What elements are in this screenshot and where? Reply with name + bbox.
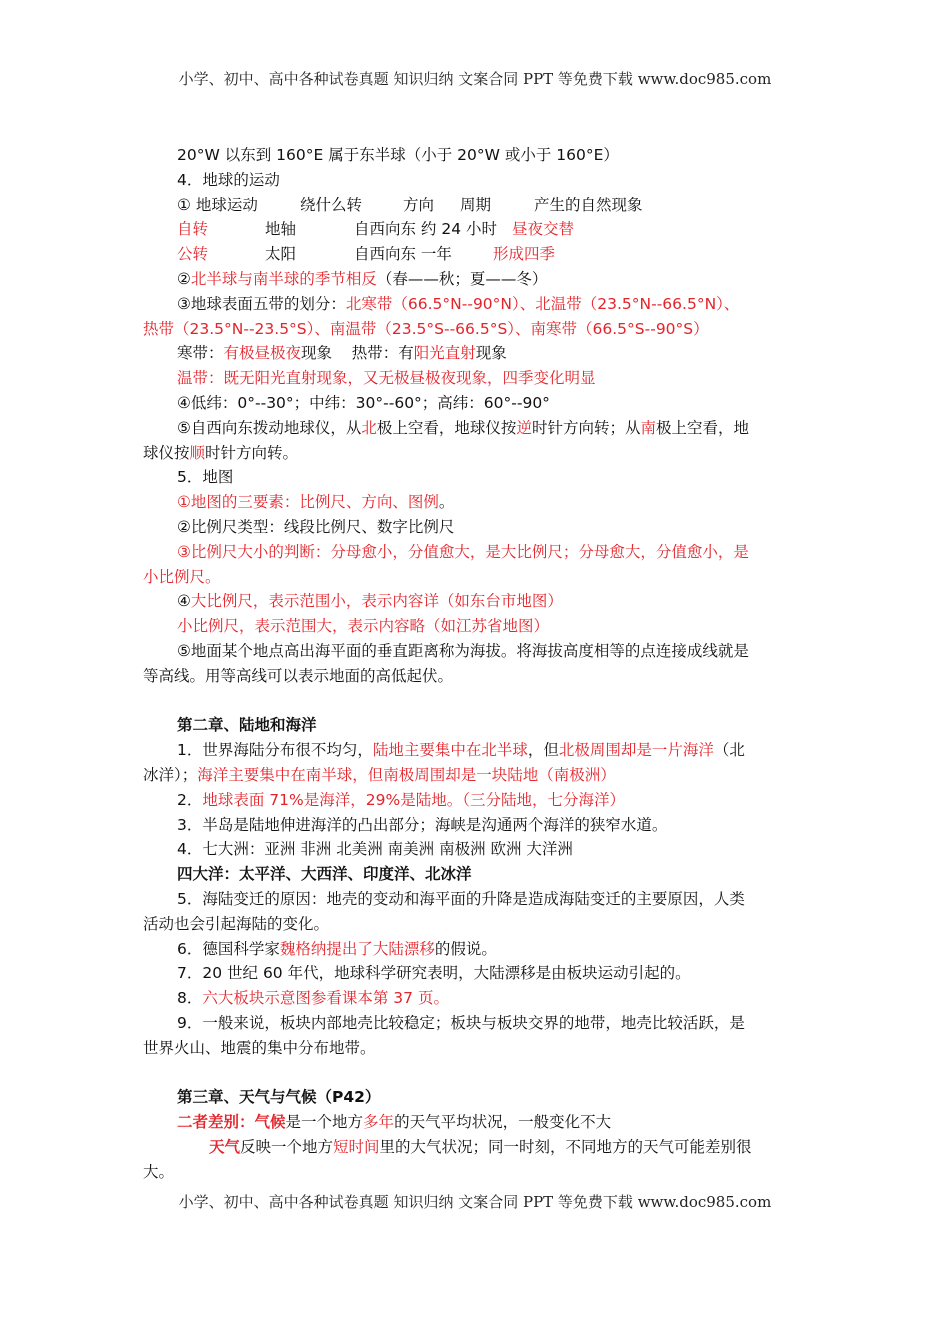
table-cell: 公转 [177,245,209,264]
text-line: 温带：既无阳光直射现象，又无极昼极夜现象，四季变化明显 [177,369,596,388]
table-header-row [143,193,808,218]
text-line: 冰洋）；海洋主要集中在南半球，但南极周围却是一块陆地（南极洲） [143,765,616,784]
text-line: ③地球表面五带的划分：北寒带（66.5°N--90°N）、北温带（23.5°N--66.5°N）、 [177,294,740,313]
text-line: 热带（23.5°N--23.5°S）、南温带（23.5°S--66.5°S）、南寒带（66.5°S--90°S） [143,319,709,338]
text-line: 小比例尺。 [143,567,221,586]
page-header: 小学、初中、高中各种试卷真题 知识归纳 文案合同 PPT 等免费下载 www.doc985.com [178,70,772,88]
text-line: 3．半岛是陆地伸进海洋的凸出部分；海峡是沟通两个海洋的狭窄水道。 [177,815,668,834]
table-header-cell: 方向 [403,195,435,214]
text-line: 活动也会引起海陆的变化。 [143,914,330,933]
text-line: 天气反映一个地方短时间里的大气状况；同一时刻，不同地方的天气可能差别很 [209,1137,752,1156]
document-body [143,143,808,1184]
text-line: 8．六大板块示意图参看课本第 37 页。 [177,989,449,1008]
text-line: 二者差别：气候是一个地方多年的天气平均状况，一般变化不大 [177,1113,612,1132]
text-line: 球仪按顺时针方向转。 [143,443,299,462]
text-line: 寒带：有极昼极夜现象 热带：有阳光直射现象 [177,344,507,363]
chapter-title: 第三章、天气与气候（P42） [177,1088,381,1107]
text-line: ③比例尺大小的判断：分母愈小，分值愈大，是大比例尺；分母愈大，分值愈小，是 [177,542,749,561]
table-cell: 地轴 [265,220,297,239]
table-cell: 自西向东 约 24 小时 [354,220,498,239]
table-header-cell: 绕什么转 [300,195,363,214]
text-line: 9．一般来说，板块内部地壳比较稳定；板块与板块交界的地带，地壳比较活跃，是 [177,1013,745,1032]
text-line: ④低纬：0°--30°；中纬：30°--60°；高纬：60°--90° [177,393,550,412]
text-line: ②北半球与南半球的季节相反（春——秋；夏——冬） [177,269,548,288]
page-footer: 小学、初中、高中各种试卷真题 知识归纳 文案合同 PPT 等免费下载 www.doc985.com [178,1193,772,1211]
table-cell: 太阳 [265,245,297,264]
chapter-title: 第二章、陆地和海洋 [177,716,317,735]
text-line: 6．德国科学家魏格纳提出了大陆漂移的假说。 [177,939,497,958]
text-line: ⑤地面某个地点高出海平面的垂直距离称为海拔。将海拔高度相等的点连接成线就是 [177,641,749,660]
text-line: 7．20 世纪 60 年代，地球科学研究表明，大陆漂移是由板块运动引起的。 [177,964,691,983]
text-line: 大。 [143,1162,175,1181]
text-line: 世界火山、地震的集中分布地带。 [143,1038,376,1057]
table-header-cell: 产生的自然现象 [534,195,643,214]
text-line: 1．世界海陆分布很不均匀，陆地主要集中在北半球，但北极周围却是一片海洋（北 [177,741,745,760]
text-line: 2．地球表面 71%是海洋，29%是陆地。（三分陆地，七分海洋） [177,790,625,809]
text-line: 等高线。用等高线可以表示地面的高低起伏。 [143,666,454,685]
text-line: ①地图的三要素：比例尺、方向、图例。 [177,493,455,512]
text-line: ⑤自西向东拨动地球仪，从北极上空看，地球仪按逆时针方向转；从南极上空看，地 [177,418,749,437]
table-row [143,242,808,267]
text-line: 四大洋：太平洋、大西洋、印度洋、北冰洋 [177,865,472,884]
section-heading: 4．地球的运动 [177,170,280,189]
table-cell: 自转 [177,220,209,239]
text-line: 4．七大洲：亚洲 非洲 北美洲 南美洲 南极洲 欧洲 大洋洲 [177,840,573,859]
table-cell: 昼夜交替 [512,220,575,239]
table-header-cell: ① 地球运动 [177,195,258,214]
text-line: 小比例尺，表示范围大，表示内容略（如江苏省地图） [177,617,550,636]
text-line: ④大比例尺，表示范围小，表示内容详（如东台市地图） [177,592,563,611]
text-line: ②比例尺类型：线段比例尺、数字比例尺 [177,517,455,536]
section-heading: 5．地图 [177,468,234,487]
text-line: 20°W 以东到 160°E 属于东半球（小于 20°W 或小于 160°E） [177,146,619,164]
table-header-cell: 周期 [460,195,492,214]
text-line: 5．海陆变迁的原因：地壳的变动和海平面的升降是造成海陆变迁的主要原因，人类 [177,889,745,908]
table-cell: 形成四季 [493,245,556,264]
table-row [143,217,808,242]
table-cell: 自西向东 一年 [354,245,452,264]
